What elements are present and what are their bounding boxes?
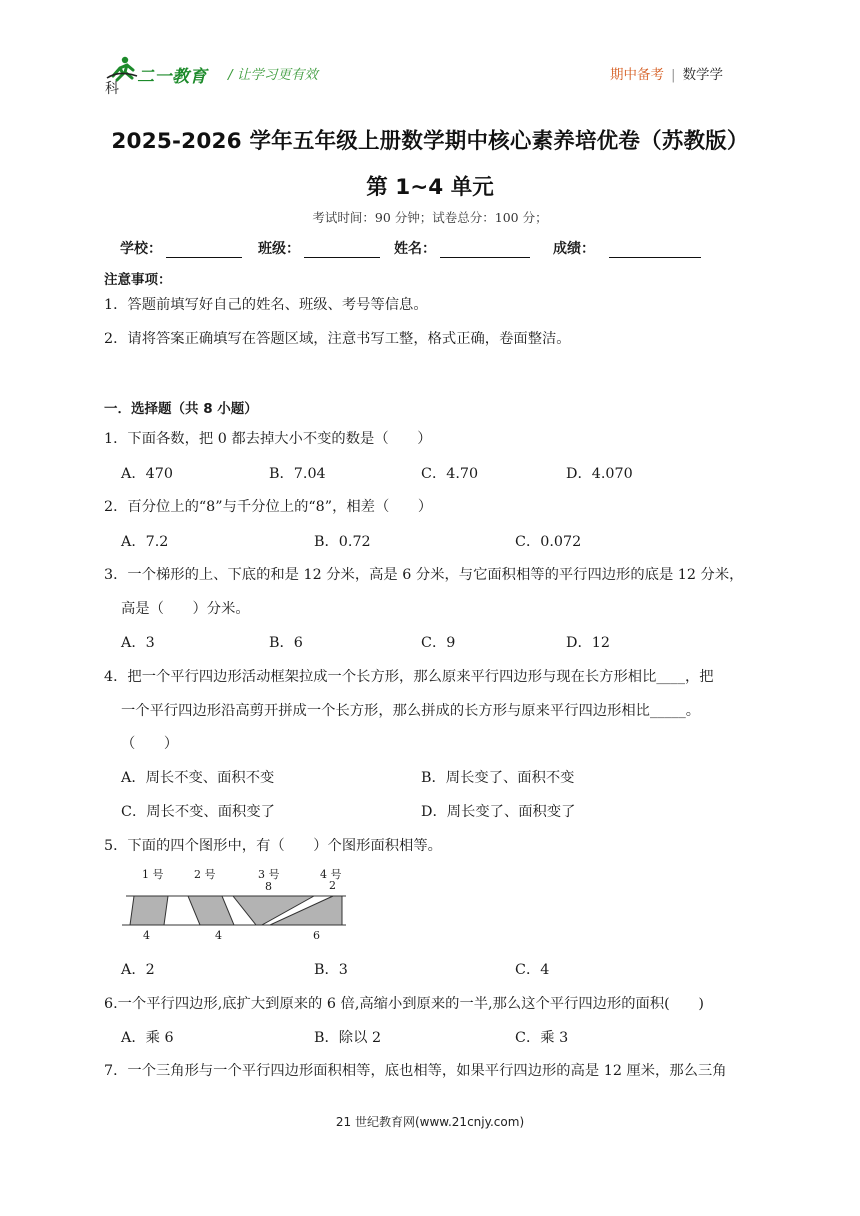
question-2-stem: 2．百分位上的“8”与千分位上的“8”，相差（ ） — [104, 499, 433, 515]
notice-heading: 注意事项： — [104, 272, 172, 288]
figure-label: 3 号 — [258, 868, 280, 881]
question-3-stem-cont: 高是（ ）分米。 — [121, 601, 250, 617]
figure-number: 6 — [313, 929, 320, 942]
question-3-stem: 3．一个梯形的上、下底的和是 12 分米，高是 6 分米，与它面积相等的平行四边形的底是 12 分米， — [104, 567, 744, 583]
question-4-blank: （ ） — [121, 736, 179, 752]
question-5-stem: 5．下面的四个图形中，有（ ）个图形面积相等。 — [104, 838, 442, 854]
score-blank[interactable] — [609, 242, 701, 258]
figure-number: 4 — [143, 929, 150, 942]
q1-option-c[interactable]: C．4.70 — [421, 466, 479, 482]
q3-option-b[interactable]: B．6 — [269, 635, 303, 651]
figure-number: 2 — [329, 879, 336, 892]
school-field[interactable] — [120, 238, 242, 258]
q2-option-c[interactable]: C．0.072 — [515, 534, 582, 550]
q5-option-a[interactable]: A．2 — [121, 962, 155, 978]
question-7-stem: 7．一个三角形与一个平行四边形面积相等，底也相等，如果平行四边形的高是 12 厘米，那么三角 — [104, 1063, 727, 1079]
q6-option-c[interactable]: C．乘 3 — [515, 1030, 569, 1046]
q5-option-b[interactable]: B．3 — [314, 962, 348, 978]
notice-item: 1．答题前填写好自己的姓名、班级、考号等信息。 — [104, 297, 428, 313]
class-blank[interactable] — [304, 242, 380, 258]
logo — [105, 56, 225, 98]
name-field[interactable] — [394, 238, 530, 258]
q6-option-b[interactable]: B．除以 2 — [314, 1030, 382, 1046]
q1-option-a[interactable]: A．470 — [121, 466, 173, 482]
name-blank[interactable] — [440, 242, 530, 258]
figure-number: 4 — [215, 929, 222, 942]
notice-item: 2．请将答案正确填写在答题区域，注意书写工整，格式正确，卷面整洁。 — [104, 331, 571, 347]
header-label-subject: 数学学 — [682, 67, 724, 83]
question-4-stem-cont: 一个平行四边形沿高剪开拼成一个长方形，那么拼成的长方形与原来平行四边形相比_____。 — [121, 703, 701, 719]
page-subtitle: 第 1~4 单元 — [366, 175, 494, 200]
class-field[interactable] — [258, 238, 380, 258]
header-separator: | — [671, 67, 676, 83]
q5-figure — [120, 862, 352, 946]
q4-option-b[interactable]: B．周长变了、面积不变 — [421, 770, 575, 786]
logo-text: 二一教育 — [137, 67, 207, 86]
name-label: 姓名： — [394, 241, 436, 257]
q3-option-d[interactable]: D．12 — [566, 635, 610, 651]
q1-option-b[interactable]: B．7.04 — [269, 466, 326, 482]
q4-option-c[interactable]: C．周长不变、面积变了 — [121, 804, 275, 820]
q5-option-c[interactable]: C．4 — [515, 962, 550, 978]
slogan: / 让学习更有效 — [228, 67, 318, 83]
score-label: 成绩： — [553, 241, 595, 257]
q3-option-c[interactable]: C．9 — [421, 635, 456, 651]
q4-option-a[interactable]: A．周长不变、面积不变 — [121, 770, 275, 786]
figure-label: 1 号 — [142, 868, 164, 881]
section-heading: 一．选择题（共 8 小题） — [104, 401, 258, 417]
page-title: 2025-2026 学年五年级上册数学期中核心素养培优卷（苏教版） — [111, 129, 749, 154]
q3-option-a[interactable]: A．3 — [121, 635, 155, 651]
question-6-stem: 6.一个平行四边形,底扩大到原来的 6 倍,高缩小到原来的一半,那么这个平行四边形的面积( ) — [104, 996, 704, 1012]
q2-option-a[interactable]: A．7.2 — [121, 534, 169, 550]
page-footer: 21 世纪教育网(www.21cnjy.com) — [335, 1115, 525, 1129]
q1-option-d[interactable]: D．4.070 — [566, 466, 633, 482]
q2-option-b[interactable]: B．0.72 — [314, 534, 371, 550]
header-label-exam: 期中备考 — [610, 67, 664, 83]
figure-number: 8 — [265, 880, 272, 893]
class-label: 班级： — [258, 241, 300, 257]
q6-option-a[interactable]: A．乘 6 — [121, 1030, 174, 1046]
question-1-stem: 1．下面各数，把 0 都去掉大小不变的数是（ ） — [104, 431, 432, 447]
header-right — [610, 63, 723, 83]
figure-label: 4 号 — [320, 868, 342, 881]
q4-option-d[interactable]: D．周长变了、面积变了 — [421, 804, 576, 820]
question-4-stem: 4．把一个平行四边形活动框架拉成一个长方形，那么原来平行四边形与现在长方形相比____，把 — [104, 669, 714, 685]
exam-info: 考试时间：90 分钟；试卷总分：100 分； — [312, 210, 548, 225]
logo-subtext: 科 — [105, 81, 119, 97]
score-field[interactable] — [553, 238, 701, 258]
school-blank[interactable] — [166, 242, 242, 258]
school-label: 学校： — [120, 241, 162, 257]
figure-label: 2 号 — [194, 868, 216, 881]
